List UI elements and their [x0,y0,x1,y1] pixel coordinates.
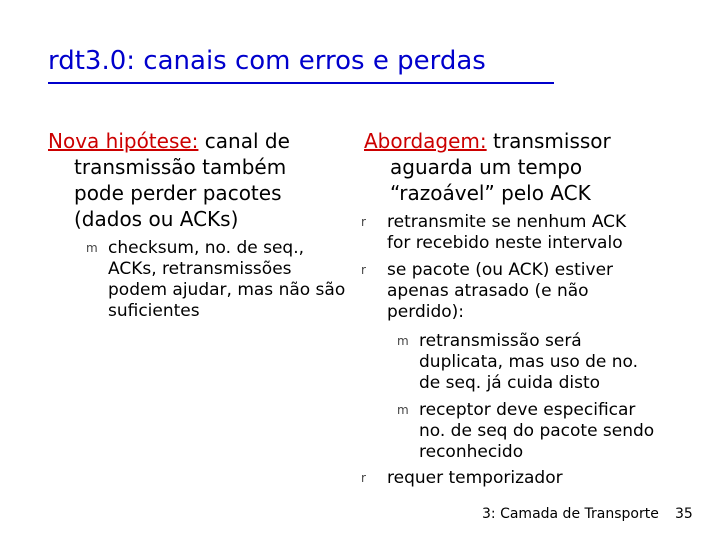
left-bullet-line-1: checksum, no. de seq., [108,238,305,258]
hypothesis-text-2: transmissão também [74,155,287,179]
sub-bullet-1-line-3: de seq. já cuida disto [419,373,601,393]
footer-chapter: 3: Camada de Transporte [482,506,659,522]
right-sub-bullet-1 [397,331,699,394]
right-bullet-1-line-2: for recebido neste intervalo [387,233,623,253]
sub-bullet-2-line-3: reconhecido [419,442,524,462]
left-bullet-line-4: suficientes [108,301,200,321]
sub-bullet-1-line-2: duplicata, mas uso de no. [419,352,639,372]
sub-bullet-marker-icon: m [397,334,409,348]
right-bullet-2-line-1: se pacote (ou ACK) estiver [387,260,614,280]
slide-title: rdt3.0: canais com erros e perdas [48,46,486,76]
bullet-marker-icon: r [361,471,366,485]
sub-bullet-marker-icon: m [397,403,409,417]
right-bullet-3 [361,468,687,489]
footer-page-number: 35 [675,506,693,522]
bullet-marker-icon: r [361,263,366,277]
right-bullet-2-line-2: apenas atrasado (e não [387,281,589,301]
bullet-marker-icon: m [86,241,98,255]
left-bullet-line-2: ACKs, retransmissões [108,259,292,279]
sub-bullet-2-line-1: receptor deve especificar [419,400,636,420]
left-bullet [86,238,368,322]
left-column [48,128,368,232]
sub-bullet-2-line-2: no. de seq do pacote sendo [419,421,655,441]
right-bullet-1 [361,212,687,254]
hypothesis-text-3: pode perder pacotes [74,181,282,205]
right-bullet-2-line-3: perdido): [387,302,465,322]
approach-text-1: transmissor [486,129,611,153]
approach-heading [364,128,684,154]
hypothesis-label: Nova hipótese: [48,129,199,153]
right-bullet-2 [361,260,687,323]
bullet-marker-icon: r [361,215,366,229]
right-column [364,128,684,206]
hypothesis-text-4: (dados ou ACKs) [74,207,239,231]
title-underline [48,82,554,84]
hypothesis-text-1: canal de [198,129,290,153]
left-bullet-line-3: podem ajudar, mas não são [108,280,346,300]
hypothesis-heading [48,128,368,154]
right-bullet-1-line-1: retransmite se nenhum ACK [387,212,627,232]
right-sub-bullet-2 [397,400,699,463]
right-bullet-3-line-1: requer temporizador [387,468,563,488]
sub-bullet-1-line-1: retransmissão será [419,331,582,351]
approach-label: Abordagem: [364,129,487,153]
approach-text-2: aguarda um tempo [390,155,583,179]
approach-text-3: “razoável” pelo ACK [390,181,591,205]
